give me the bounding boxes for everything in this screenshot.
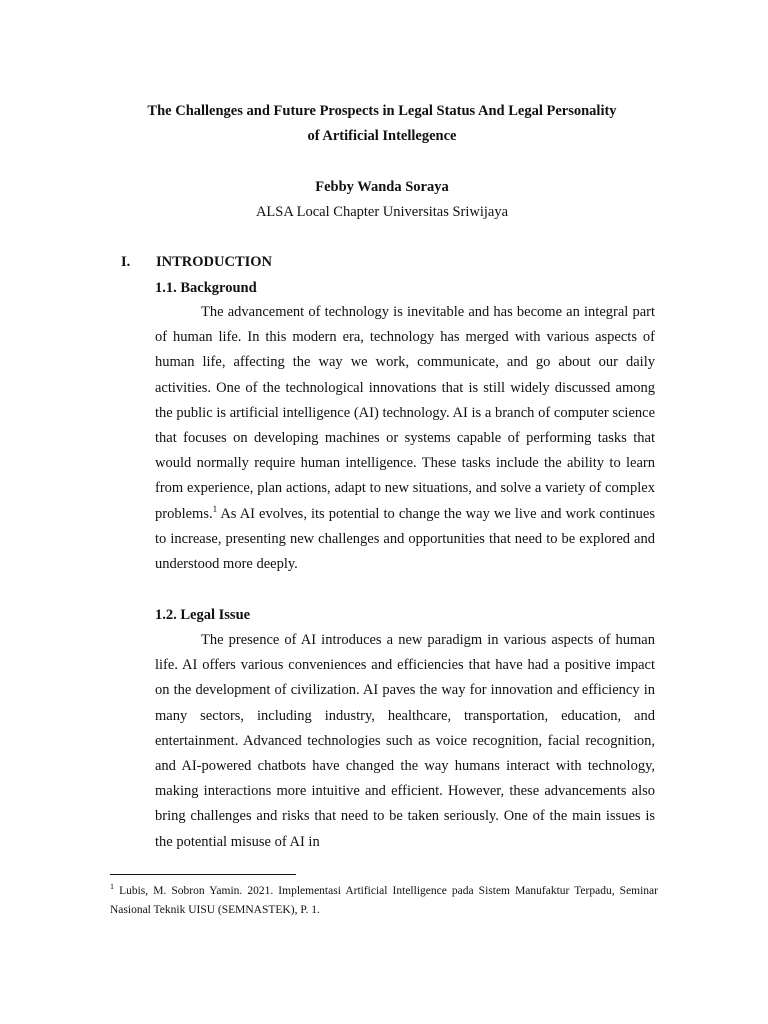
footnote-separator [110,874,296,875]
background-text-part-2: As AI evolves, its potential to change the way we live and work continues to increase, presenting new challenges and opportunities that need to be explored and understood more deeply. [155,505,655,573]
subheading-legal-issue: 1.2. Legal Issue [155,607,251,623]
footnote-text: Lubis, M. Sobron Yamin. 2021. Implementasi Artificial Intelligence pada Sistem Manufaktur Terpadu, Seminar Nasional Teknik UISU (SEMNASTEK), P. 1. [110,885,658,916]
legal-issue-text: The presence of AI introduces a new paradigm in various aspects of human life. AI offers various conveniences and efficiencies that have had a positive impact on the development of civilization. AI paves the way for innovation and efficiency in many sectors, including industry, healthcare, transportation, education, and entertainment. Advanced technologies such as voice recognition, facial recognition, and AI-powered chatbots have changed the way humans interact with technology, making interactions more intuitive and efficient. However, these advancements also bring challenges and risks that need to be taken seriously. One of the main issues is the potential misuse of AI in [155,632,655,850]
footnote [110,882,658,920]
footnote-reference[interactable]: 1 [212,503,218,514]
title-line-1: The Challenges and Future Prospects in Legal Status And Legal Personality [147,103,617,119]
title-line-2: of Artificial Intellegence [307,128,457,144]
document-title [100,99,664,149]
subheading-background: 1.1. Background [155,280,257,296]
footnote-number: 1 [110,882,114,892]
section-title: INTRODUCTION [156,254,273,270]
section-heading-introduction [121,252,272,272]
paragraph-legal-issue [155,628,655,855]
author-name: Febby Wanda Soraya [315,179,449,195]
paragraph-background [155,300,655,577]
background-text-part-1: The advancement of technology is inevitable and has become an integral part of human life. In this modern era, technology has merged with various aspects of human life, affecting the way we work, communicate, and go about our daily activities. One of the technological innovations that is still widely discussed among the public is artificial intelligence (AI) technology. AI is a branch of computer science that focuses on developing machines or systems capable of performing tasks that would normally require human intelligence. These tasks include the ability to learn from experience, plan actions, adapt to new situations, and solve a variety of complex problems. [155,304,655,522]
author-affiliation: ALSA Local Chapter Universitas Sriwijaya [255,204,509,220]
section-number: I. [121,254,131,270]
